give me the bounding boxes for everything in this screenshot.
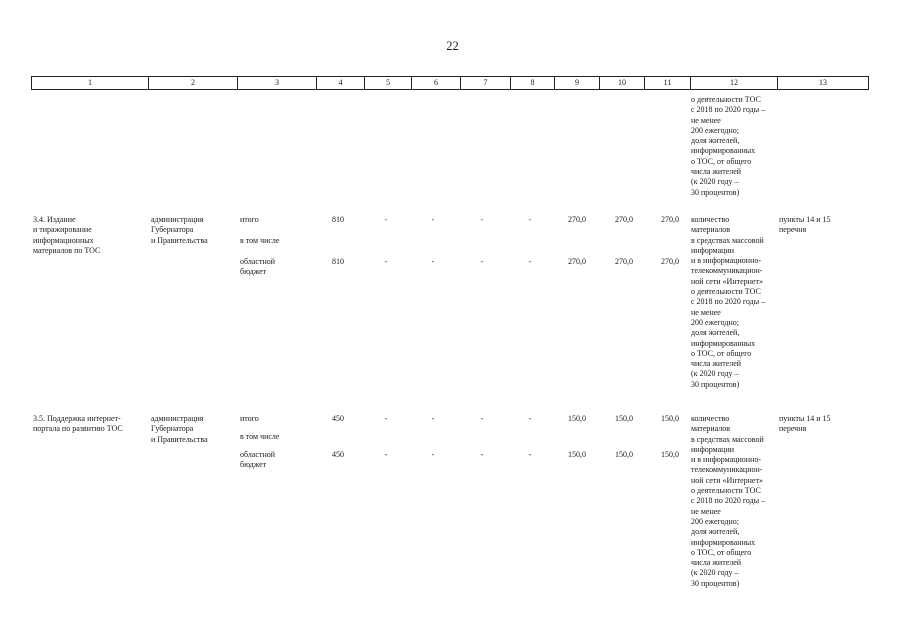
activity-name: 3.5. Поддержка интернет- портала по развитию ТОС [33, 414, 123, 434]
value-budget-col9: 270,0 [568, 257, 586, 266]
header-col-4: 4 [316, 76, 364, 90]
value-total-col7: - [480, 414, 484, 423]
value-budget-col7: - [480, 257, 484, 266]
header-col-8: 8 [510, 76, 554, 90]
funding-source-regional-budget: областной бюджет [240, 450, 276, 470]
value-budget-col5: - [384, 257, 388, 266]
value-total-col9: 270,0 [568, 215, 586, 224]
header-col-1: 1 [31, 76, 148, 90]
funding-source-total: итого [240, 414, 259, 423]
value-budget-col11: 270,0 [661, 257, 679, 266]
funding-source-total: итого [240, 215, 259, 224]
list-reference: пункты 14 и 15 перечня [779, 215, 831, 235]
funding-source-including: в том числе [240, 236, 280, 245]
header-col-7: 7 [460, 76, 510, 90]
value-total-col4: 810 [332, 215, 344, 224]
value-budget-col6: - [431, 257, 435, 266]
header-col-11: 11 [644, 76, 690, 90]
value-budget-col8: - [528, 450, 532, 459]
list-reference: пункты 14 и 15 перечня [779, 414, 831, 434]
value-total-col6: - [431, 215, 435, 224]
value-total-col8: - [528, 215, 532, 224]
header-col-5: 5 [364, 76, 411, 90]
value-budget-col4: 810 [332, 257, 344, 266]
header-col-12: 12 [690, 76, 777, 90]
header-col-3: 3 [237, 76, 316, 90]
carryover-indicator-text: о деятельности ТОС с 2018 по 2020 годы – не менее 200 ежегодно; доля жителей, информированных о ТОС, от общего числа жителей (к 2020 году – 30 процентов) [691, 95, 766, 197]
activity-name: 3.4. Издание и тиражирование информационных материалов по ТОС [33, 215, 101, 255]
value-total-col7: - [480, 215, 484, 224]
value-budget-col6: - [431, 450, 435, 459]
value-total-col10: 150,0 [615, 414, 633, 423]
funding-source-regional-budget: областной бюджет [240, 257, 276, 277]
value-total-col6: - [431, 414, 435, 423]
executor: администрация Губернатора и Правительства [151, 414, 208, 444]
value-total-col5: - [384, 215, 388, 224]
value-budget-col8: - [528, 257, 532, 266]
header-col-9: 9 [554, 76, 599, 90]
header-col-13: 13 [777, 76, 869, 90]
value-budget-col9: 150,0 [568, 450, 586, 459]
value-budget-col5: - [384, 450, 388, 459]
value-total-col10: 270,0 [615, 215, 633, 224]
target-indicator: количество материалов в средствах массовой информации и в информационно- телекоммуникацион- ной сети «Интернет» о деятельности ТОС с 2018 по 2020 годы – не менее 200 ежегодно; доля жителей, информированных о ТОС, от общего числа жителей (к 2020 году – 30 процентов) [691, 414, 766, 588]
value-total-col11: 270,0 [661, 215, 679, 224]
value-total-col9: 150,0 [568, 414, 586, 423]
funding-source-including: в том числе [240, 432, 280, 441]
value-total-col11: 150,0 [661, 414, 679, 423]
value-budget-col10: 270,0 [615, 257, 633, 266]
value-budget-col10: 150,0 [615, 450, 633, 459]
value-budget-col7: - [480, 450, 484, 459]
page-number: 22 [446, 39, 459, 53]
value-total-col8: - [528, 414, 532, 423]
executor: администрация Губернатора и Правительства [151, 215, 208, 245]
target-indicator: количество материалов в средствах массовой информации и в информационно- телекоммуникацион- ной сети «Интернет» о деятельности ТОС с 2018 по 2020 годы – не менее 200 ежегодно; доля жителей, информированных о ТОС, от общего числа жителей (к 2020 году – 30 процентов) [691, 215, 766, 389]
value-total-col5: - [384, 414, 388, 423]
value-budget-col4: 450 [332, 450, 344, 459]
value-budget-col11: 150,0 [661, 450, 679, 459]
header-col-6: 6 [411, 76, 460, 90]
header-col-2: 2 [148, 76, 237, 90]
value-total-col4: 450 [332, 414, 344, 423]
header-col-10: 10 [599, 76, 644, 90]
